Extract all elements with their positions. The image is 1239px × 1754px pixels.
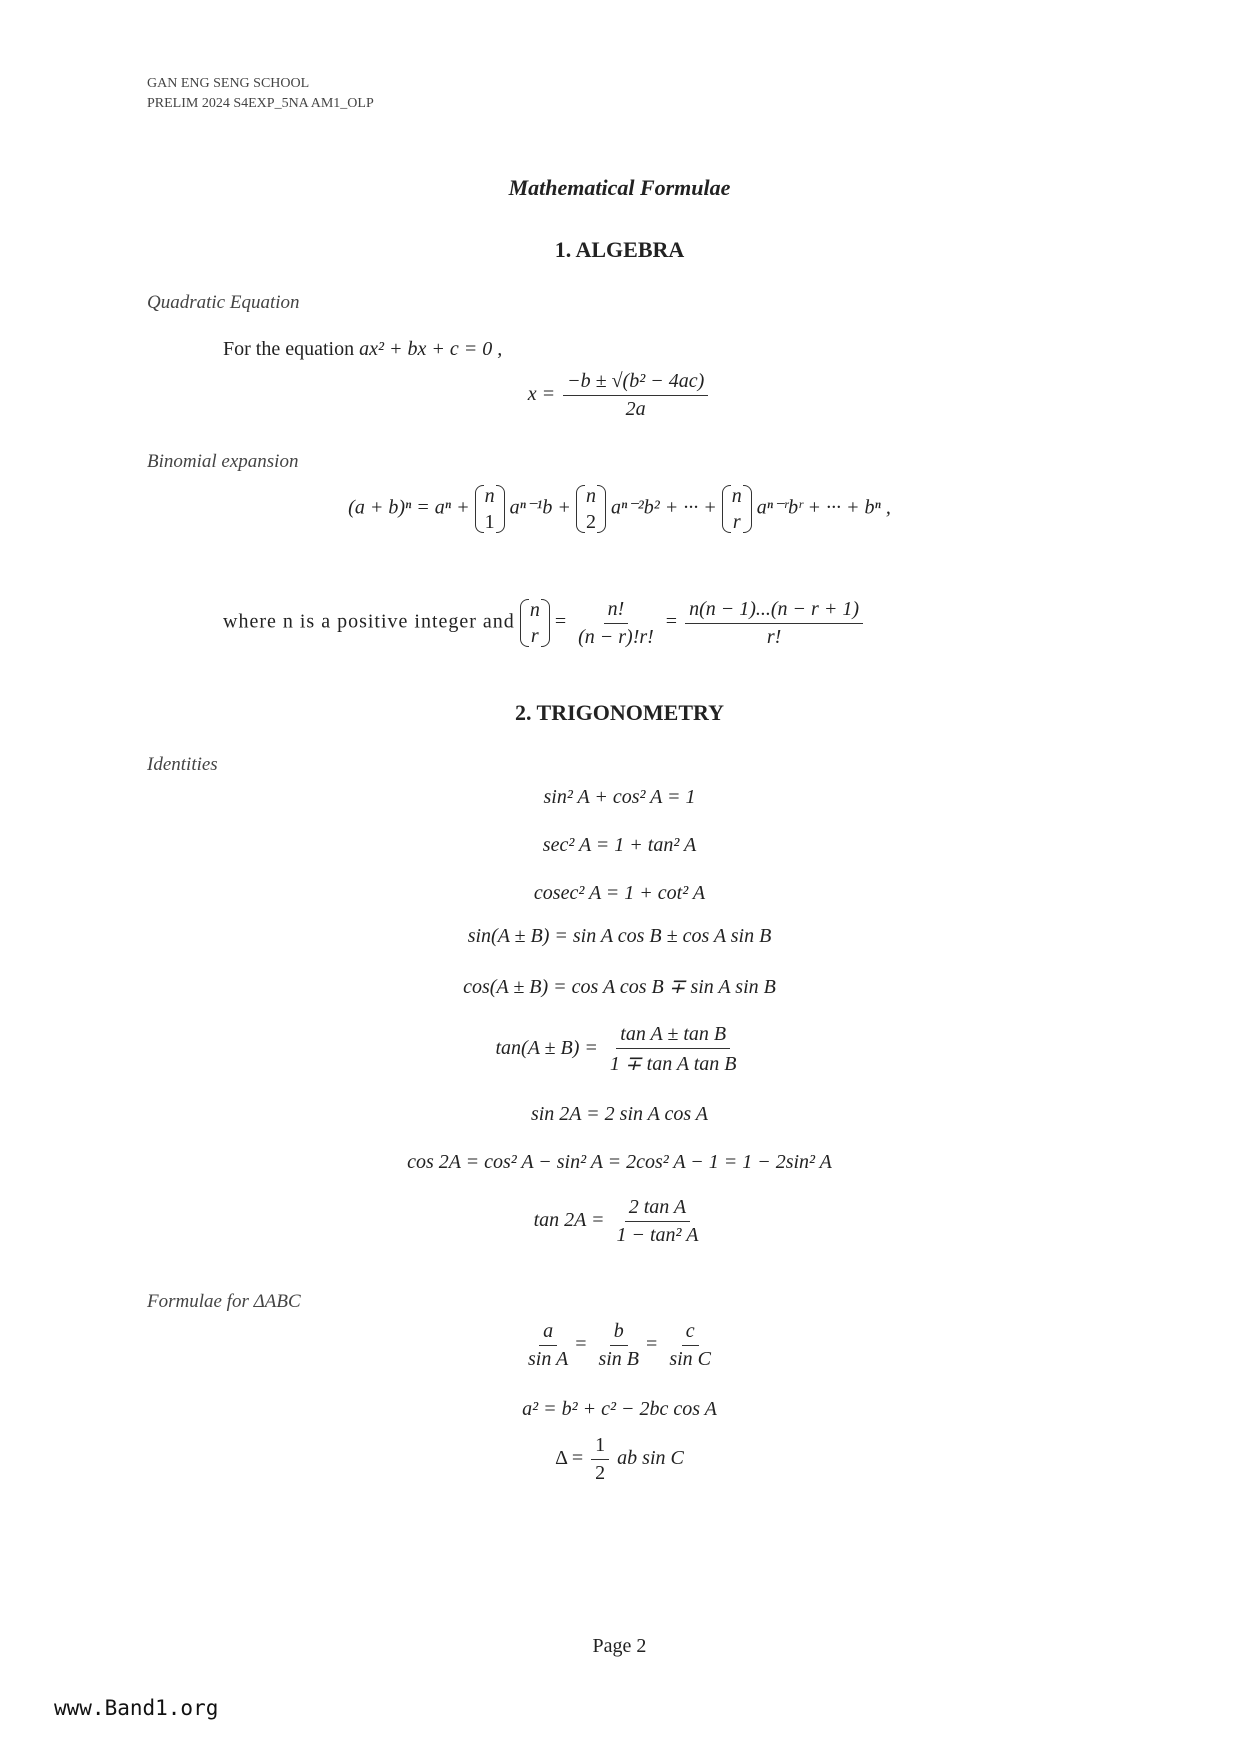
where-text: where n is a positive integer and: [223, 610, 515, 633]
watermark: www.Band1.org: [54, 1696, 219, 1720]
quadratic-lhs: x =: [527, 383, 556, 406]
identity-tan-sum: [0, 1023, 1239, 1076]
binomial-coefficient: [576, 483, 606, 535]
header-school: GAN ENG SENG SCHOOL: [147, 76, 310, 91]
identity-cos-sum: cos(A ± B) = cos A cos B ∓ sin A sin B: [463, 976, 776, 998]
fraction-denominator: sin A: [527, 1348, 569, 1370]
binomial-coefficient: [475, 483, 505, 535]
binom-n: n: [529, 599, 540, 621]
fraction-numerator: b: [610, 1320, 628, 1346]
binomial-coefficient-definition: [223, 597, 866, 649]
area-lhs: Δ =: [555, 1447, 584, 1470]
quadratic-equation: ax² + bx + c = 0 ,: [359, 338, 503, 360]
binom-k: 1: [484, 511, 495, 533]
binom-k: 2: [585, 511, 596, 533]
identities-label: Identities: [147, 754, 218, 775]
section-trigonometry-heading: 2. TRIGONOMETRY: [514, 700, 725, 725]
identity-cos-double: cos 2A = cos² A − sin² A = 2cos² A − 1 = 1 − 2sin² A: [407, 1151, 832, 1173]
binomial-label: Binomial expansion: [147, 451, 299, 472]
triangle-area: [0, 1434, 1239, 1485]
binom-k: r: [530, 625, 539, 647]
triangle-formulae-label: Formulae for ΔABC: [147, 1291, 301, 1312]
sine-rule: $\frac{a}{\text{sin A}}$ = $\frac{b}{\text{sin B}}$ = $\frac{c}{\text{sin C}}$: [0, 1320, 1239, 1371]
area-rhs: ab sin C: [617, 1447, 684, 1470]
fraction-numerator: a: [539, 1320, 557, 1346]
binom-k: r: [732, 511, 741, 533]
fraction-numerator: n(n − 1)...(n − r + 1): [685, 598, 863, 624]
equals: =: [665, 610, 678, 633]
identity-sec: sec² A = 1 + tan² A: [542, 834, 697, 856]
cosine-rule: a² = b² + c² − 2bc cos A: [522, 1398, 717, 1420]
fraction-denominator: 1 − tan² A: [616, 1224, 699, 1246]
binom-n: n: [585, 485, 596, 507]
identity-sin-double: sin 2A = 2 sin A cos A: [530, 1103, 709, 1125]
identity-cosec: cosec² A = 1 + cot² A: [533, 882, 706, 904]
fraction-denominator: (n − r)!r!: [578, 625, 654, 648]
page-number: Page 2: [592, 1635, 647, 1657]
tan-sum-lhs: tan(A ± B) =: [495, 1037, 598, 1060]
tan-double-lhs: tan 2A =: [533, 1209, 605, 1232]
header-paper: PRELIM 2024 S4EXP_5NA AM1_OLP: [147, 96, 374, 111]
binom-n: n: [484, 485, 495, 507]
quadratic-intro-text: For the equation: [223, 338, 355, 360]
fraction-numerator: 2 tan A: [625, 1196, 690, 1222]
page-title: Mathematical Formulae: [508, 175, 731, 200]
quadratic-formula: [0, 370, 1239, 421]
section-algebra-heading: 1. ALGEBRA: [554, 237, 685, 262]
binomial-formula: [0, 483, 1239, 535]
identity-tan-double: [0, 1196, 1239, 1247]
fraction-denominator: sin C: [669, 1348, 711, 1370]
fraction-denominator: 2: [595, 1462, 606, 1484]
binomial-term1: aⁿ⁻¹b +: [509, 496, 571, 519]
quadratic-label: Quadratic Equation: [147, 292, 300, 313]
identity-sin-sum: sin(A ± B) = sin A cos B ± cos A sin B: [467, 925, 772, 947]
fraction-denominator: r!: [766, 625, 782, 648]
fraction-denominator: 1 ∓ tan A tan B: [609, 1053, 737, 1075]
binomial-lhs: (a + b)ⁿ = aⁿ +: [348, 496, 470, 519]
quadratic-intro: [223, 338, 502, 361]
fraction-denominator: sin B: [598, 1348, 640, 1370]
quadratic-numerator: −b ± √(b² − 4ac): [563, 370, 708, 396]
binomial-term-r: aⁿ⁻ʳbʳ + ··· + bⁿ ,: [756, 496, 891, 519]
binomial-coefficient: [722, 483, 752, 535]
fraction-numerator: n!: [604, 598, 629, 624]
binom-n: n: [731, 485, 742, 507]
identity-pythagorean: sin² A + cos² A = 1: [543, 786, 696, 808]
fraction-numerator: tan A ± tan B: [616, 1023, 730, 1049]
quadratic-denominator: 2a: [625, 398, 646, 420]
fraction-numerator: 1: [591, 1434, 609, 1460]
equals: =: [554, 610, 567, 633]
binomial-term2: aⁿ⁻²b² + ··· +: [610, 496, 717, 519]
fraction-numerator: c: [682, 1320, 699, 1346]
binomial-coefficient: [520, 597, 550, 649]
